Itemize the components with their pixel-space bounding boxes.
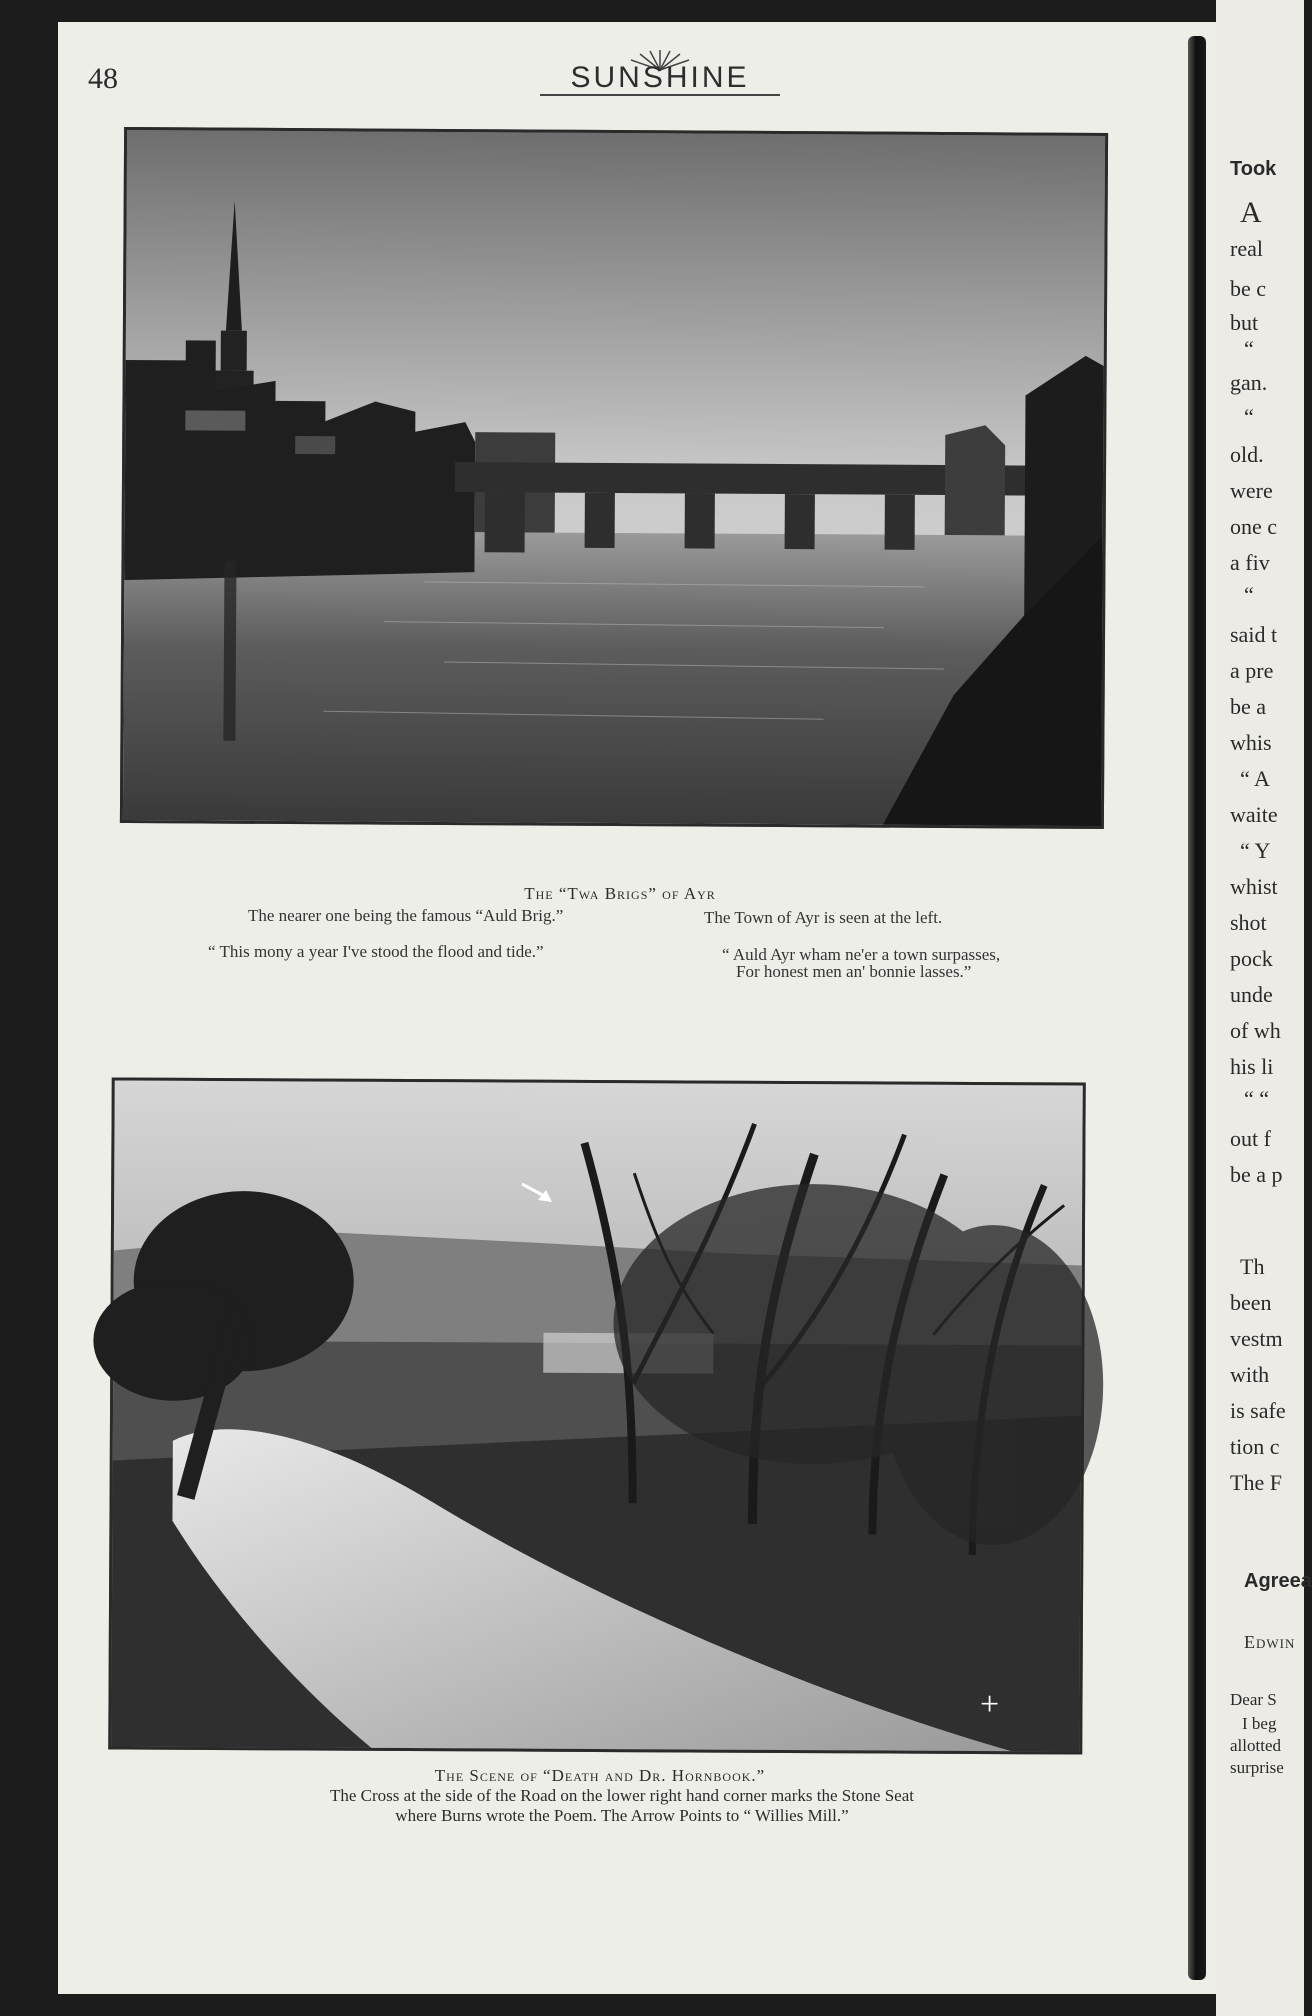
right-page-line: his li	[1230, 1054, 1274, 1079]
right-page-line: whis	[1230, 730, 1272, 755]
right-page-line: one c	[1230, 514, 1278, 539]
right-page-line: “	[1244, 336, 1254, 361]
photo-death-and-dr-hornbook	[108, 1077, 1086, 1754]
right-page	[1216, 0, 1312, 2016]
right-page-line: of wh	[1230, 1018, 1281, 1043]
figure1-caption-left-1: The nearer one being the famous “Auld Brig.”	[248, 906, 564, 925]
right-page-line: A	[1240, 196, 1262, 229]
figure1-caption-right-1: The Town of Ayr is seen at the left.	[704, 908, 943, 927]
right-page-line: be a p	[1230, 1162, 1283, 1187]
right-page-line: gan.	[1230, 370, 1268, 395]
right-page-line: “	[1244, 404, 1254, 429]
page-number: 48	[88, 62, 118, 95]
right-page-heading: Agreea	[1244, 1570, 1312, 1592]
right-page-line: is safe	[1230, 1398, 1286, 1423]
right-page-line: “ Y	[1240, 838, 1271, 863]
right-page-line: out f	[1230, 1126, 1271, 1151]
figure1-caption-left-2: “ This mony a year I've stood the flood and tide.”	[208, 942, 544, 961]
right-page-line: “ “	[1244, 1086, 1270, 1111]
figure1-caption-right-2	[722, 946, 1000, 980]
right-page-line: tion c	[1230, 1434, 1280, 1459]
right-page-line: allotted	[1230, 1736, 1281, 1755]
right-page-line: be c	[1230, 276, 1267, 301]
right-page-line: I beg	[1242, 1714, 1277, 1733]
right-page-line: said t	[1230, 622, 1278, 647]
twa-brigs-illustration	[123, 130, 1105, 826]
right-page-line: unde	[1230, 982, 1273, 1007]
right-page-line: Dear S	[1230, 1690, 1277, 1709]
right-page-line: surprise	[1230, 1758, 1284, 1777]
right-page-line: Edwin	[1244, 1632, 1296, 1652]
right-page-line: were	[1230, 478, 1273, 503]
right-page-line: waite	[1230, 802, 1278, 827]
right-page-line: a pre	[1230, 658, 1274, 683]
figure2-caption	[222, 1786, 1022, 1825]
right-page-line: shot	[1230, 910, 1267, 935]
photo-twa-brigs	[120, 127, 1108, 829]
book-binding	[1188, 36, 1206, 1980]
right-page-line: pock	[1230, 946, 1273, 971]
right-page-line: The F	[1230, 1470, 1282, 1495]
right-page-line: old.	[1230, 442, 1264, 467]
right-page-line: real	[1230, 236, 1263, 261]
right-page-line: “	[1244, 582, 1254, 607]
hornbook-scene-illustration	[111, 1080, 1082, 1751]
right-page-line: Th	[1240, 1254, 1265, 1279]
arrow-icon	[520, 1182, 554, 1204]
right-page-line: vestm	[1230, 1326, 1283, 1351]
figure2-caption-line-1: The Cross at the side of the Road on the lower right hand corner marks the Stone Seat	[330, 1786, 914, 1805]
masthead-title: SUNSHINE	[540, 62, 780, 96]
figure1-title: The “Twa Brigs” of Ayr	[524, 884, 716, 903]
figure1-caption-right-2b: For honest men an' bonnie lasses.”	[736, 962, 972, 981]
cross-icon: +	[980, 1686, 1000, 1723]
figure2-title: The Scene of “Death and Dr. Hornbook.”	[434, 1766, 766, 1785]
right-page-line: but	[1230, 310, 1259, 335]
right-page-line: be a	[1230, 694, 1267, 719]
right-page-line: a fiv	[1230, 550, 1270, 575]
right-page-line: with	[1230, 1362, 1270, 1387]
right-page-line: Took	[1230, 158, 1277, 180]
right-page-line: whist	[1230, 874, 1278, 899]
figure1-caption-right-2a: “ Auld Ayr wham ne'er a town surpasses,	[722, 945, 1001, 964]
right-page-line: been	[1230, 1290, 1272, 1315]
right-page-line: “ A	[1240, 766, 1270, 791]
figure2-caption-line-2: where Burns wrote the Poem. The Arrow Points to “ Willies Mill.”	[395, 1805, 849, 1825]
